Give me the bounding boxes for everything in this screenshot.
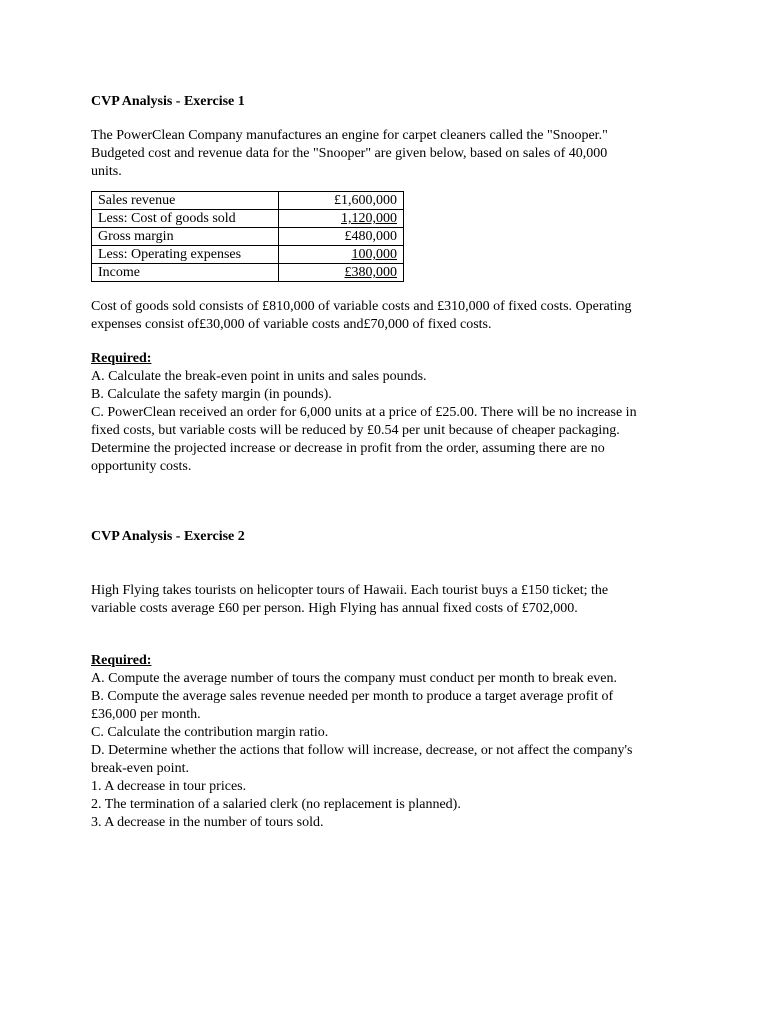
amount-value: £1,600,000 [334,193,397,208]
table-row [92,264,404,282]
row-label: Income [92,264,279,282]
required-item: 3. A decrease in the number of tours sold. [91,815,324,830]
cost-line: expenses consist of£30,000 of variable costs and£70,000 of fixed costs. [91,317,492,332]
row-label: Sales revenue [92,192,279,210]
income-statement-table [91,191,404,282]
row-label: Gross margin [92,228,279,246]
required-label: Required: [91,351,152,366]
required-item: A. Compute the average number of tours the company must conduct per month to break even. [91,671,618,686]
intro-line: units. [91,164,122,179]
exercise-1-intro [91,127,691,181]
row-amount [279,192,404,210]
table-row [92,210,404,228]
required-item: A. Calculate the break-even point in units and sales pounds. [91,369,427,384]
exercise-1-required [91,350,691,476]
required-item: C. Calculate the contribution margin ratio. [91,725,329,740]
exercise-1-cost-breakdown [91,298,691,334]
exercise-2-heading: CVP Analysis - Exercise 2 [91,529,245,544]
amount-value: £380,000 [344,265,397,280]
required-item: Determine the projected increase or decrease in profit from the order, assuming there are no [91,441,605,456]
table-row [92,228,404,246]
exercise-2-intro [91,582,691,618]
intro-line: High Flying takes tourists on helicopter tours of Hawaii. Each tourist buys a £150 ticket; the [91,583,609,598]
cost-line: Cost of goods sold consists of £810,000 of variable costs and £310,000 of fixed costs. Operating [91,299,632,314]
required-item: C. PowerClean received an order for 6,000 units at a price of £25.00. There will be no increase in [91,405,637,420]
exercise-2-required [91,652,691,832]
row-label: Less: Cost of goods sold [92,210,279,228]
required-item: break-even point. [91,761,189,776]
intro-line: The PowerClean Company manufactures an engine for carpet cleaners called the "Snooper." [91,128,608,143]
row-amount [279,264,404,282]
required-item: £36,000 per month. [91,707,201,722]
required-item: 1. A decrease in tour prices. [91,779,247,794]
intro-line: variable costs average £60 per person. High Flying has annual fixed costs of £702,000. [91,601,578,616]
table-row [92,246,404,264]
required-label: Required: [91,653,152,668]
required-item: D. Determine whether the actions that follow will increase, decrease, or not affect the company's [91,743,633,758]
amount-value: £480,000 [344,229,397,244]
row-amount [279,246,404,264]
required-item: 2. The termination of a salaried clerk (no replacement is planned). [91,797,461,812]
required-item: B. Compute the average sales revenue needed per month to produce a target average profit of [91,689,614,704]
row-amount [279,228,404,246]
required-item: opportunity costs. [91,459,192,474]
exercise-1-heading: CVP Analysis - Exercise 1 [91,94,245,109]
row-amount [279,210,404,228]
amount-value: 100,000 [351,247,397,262]
amount-value: 1,120,000 [341,211,397,226]
row-label: Less: Operating expenses [92,246,279,264]
document-page [91,93,691,832]
intro-line: Budgeted cost and revenue data for the "Snooper" are given below, based on sales of 40,000 [91,146,608,161]
required-item: B. Calculate the safety margin (in pounds). [91,387,332,402]
required-item: fixed costs, but variable costs will be reduced by £0.54 per unit because of cheaper packaging. [91,423,620,438]
table-row [92,192,404,210]
